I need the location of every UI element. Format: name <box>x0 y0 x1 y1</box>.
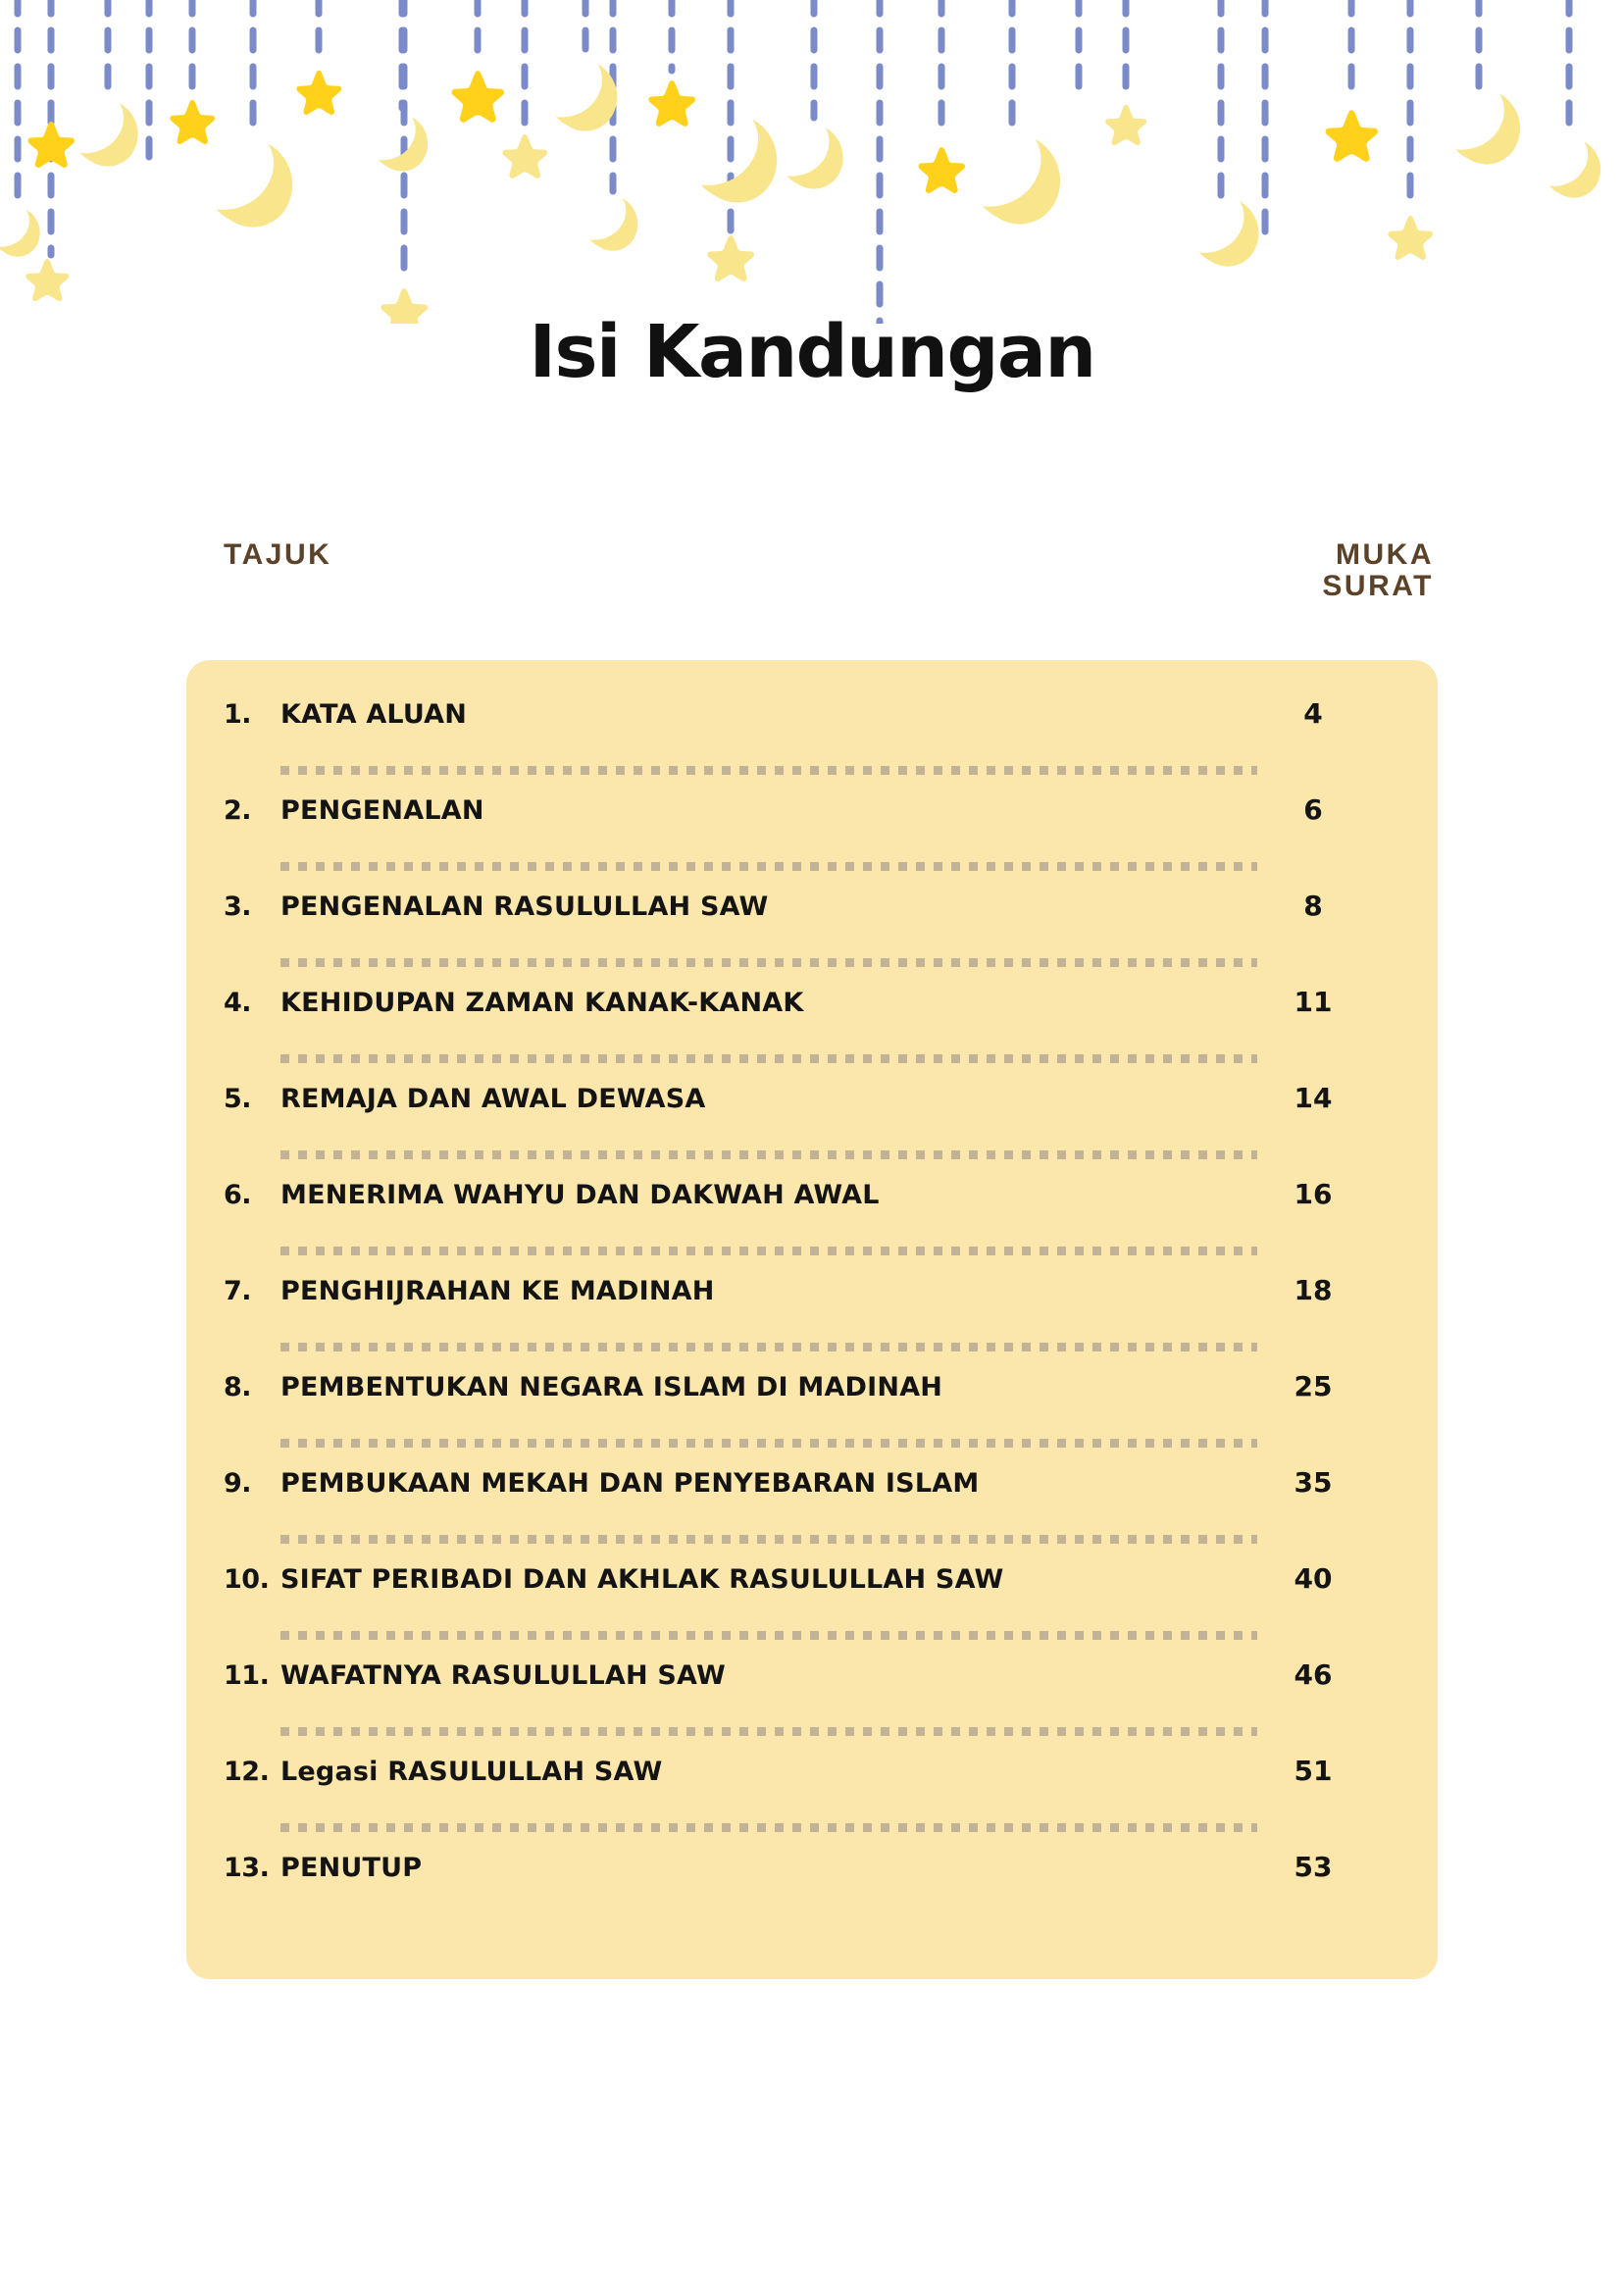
star-icon <box>1326 110 1378 162</box>
moon-icon <box>78 96 148 175</box>
toc-entry-number: 13. <box>224 1853 270 1883</box>
toc-entry-page-number: 4 <box>1303 697 1323 730</box>
toc-dot-leader-dashes <box>280 958 1257 967</box>
toc-entry-title: KEHIDUPAN ZAMAN KANAK-KANAK <box>280 988 804 1018</box>
star-icon <box>648 80 695 127</box>
toc-entry-row[interactable] <box>224 1370 1367 1420</box>
star-icon <box>502 134 547 178</box>
toc-entry-number: 7. <box>224 1276 252 1306</box>
toc-entry-page-number: 18 <box>1294 1274 1333 1306</box>
toc-entry-row[interactable] <box>224 793 1367 843</box>
star-icon <box>452 71 504 123</box>
toc-entry-number: 5. <box>224 1084 252 1114</box>
toc-dot-leader <box>280 1132 1257 1178</box>
star-icon <box>1388 216 1433 260</box>
star-icon <box>25 259 69 301</box>
toc-dot-leader <box>280 940 1257 986</box>
column-header-muka-line1: MUKA <box>1336 538 1434 571</box>
toc-dot-leader <box>280 1036 1257 1082</box>
toc-entry-number: 2. <box>224 795 252 826</box>
toc-dot-leader <box>280 1805 1257 1851</box>
table-of-contents-list <box>224 697 1367 1901</box>
page-title: Isi Kandungan <box>529 310 1095 394</box>
toc-entry-page-number: 11 <box>1294 986 1333 1018</box>
toc-entry-number: 10. <box>224 1564 270 1595</box>
column-header-muka-surat <box>1322 539 1434 603</box>
toc-entry-page-number: 14 <box>1294 1082 1333 1114</box>
toc-entry-row[interactable] <box>224 1851 1367 1901</box>
toc-entry-page-number: 35 <box>1294 1466 1333 1499</box>
toc-dot-leader-dashes <box>280 1247 1257 1255</box>
toc-entry-page-number: 46 <box>1294 1658 1333 1691</box>
star-icon <box>170 100 215 144</box>
toc-entry-row[interactable] <box>224 1178 1367 1228</box>
toc-dot-leader-dashes <box>280 862 1257 871</box>
moon-icon <box>698 110 789 213</box>
toc-entry-row[interactable] <box>224 986 1367 1036</box>
toc-dot-leader <box>280 1228 1257 1274</box>
toc-entry-number: 12. <box>224 1757 270 1787</box>
star-icon <box>1105 105 1146 145</box>
toc-entry-title: PEMBENTUKAN NEGARA ISLAM DI MADINAH <box>280 1372 943 1402</box>
moon-icon <box>1453 86 1531 174</box>
toc-entry-row[interactable] <box>224 697 1367 747</box>
toc-entry-title: PENGENALAN <box>280 795 484 826</box>
toc-dot-leader <box>280 1516 1257 1562</box>
toc-entry-title: PENGENALAN RASULULLAH SAW <box>280 892 769 922</box>
toc-dot-leader <box>280 1612 1257 1658</box>
toc-entry-title: PENUTUP <box>280 1853 423 1883</box>
toc-dot-leader-dashes <box>280 1150 1257 1159</box>
moon-icon <box>214 134 305 237</box>
toc-dot-leader-dashes <box>280 1727 1257 1736</box>
toc-entry-row[interactable] <box>224 890 1367 940</box>
toc-entry-title: Legasi RASULULLAH SAW <box>280 1757 663 1787</box>
toc-entry-row[interactable] <box>224 1658 1367 1708</box>
moon-icon <box>980 129 1073 234</box>
toc-dot-leader-dashes <box>280 1343 1257 1351</box>
toc-entry-title: MENERIMA WAHYU DAN DAKWAH AWAL <box>280 1180 880 1210</box>
toc-entry-page-number: 40 <box>1294 1562 1333 1595</box>
toc-entry-number: 11. <box>224 1660 270 1691</box>
toc-entry-row[interactable] <box>224 1274 1367 1324</box>
toc-dot-leader-dashes <box>280 1823 1257 1832</box>
toc-dot-leader-dashes <box>280 1054 1257 1063</box>
moon-icon <box>554 57 628 140</box>
toc-entry-page-number: 8 <box>1303 890 1323 922</box>
toc-dot-leader <box>280 843 1257 890</box>
toc-entry-number: 6. <box>224 1180 252 1210</box>
toc-entry-row[interactable] <box>224 1466 1367 1516</box>
toc-dot-leader <box>280 1324 1257 1370</box>
moon-icon <box>377 111 436 178</box>
column-header-tajuk: TAJUK <box>224 538 332 571</box>
toc-dot-leader-dashes <box>280 766 1257 775</box>
toc-entry-title: WAFATNYA RASULULLAH SAW <box>280 1660 726 1691</box>
star-icon <box>918 147 965 193</box>
toc-entry-number: 3. <box>224 892 252 922</box>
star-icon <box>27 122 75 168</box>
toc-entry-page-number: 16 <box>1294 1178 1333 1210</box>
toc-entry-row[interactable] <box>224 1082 1367 1132</box>
toc-dot-leader-dashes <box>280 1535 1257 1544</box>
star-icon <box>296 71 341 115</box>
toc-dot-leader <box>280 1708 1257 1755</box>
star-icon <box>707 235 754 281</box>
moon-icon <box>1197 194 1269 275</box>
moon-icon <box>1548 135 1609 205</box>
toc-entry-page-number: 25 <box>1294 1370 1333 1402</box>
toc-dot-leader <box>280 1420 1257 1466</box>
toc-entry-row[interactable] <box>224 1562 1367 1612</box>
toc-dot-leader-dashes <box>280 1439 1257 1448</box>
hanging-garland-decoration <box>0 0 1624 324</box>
toc-entry-page-number: 51 <box>1294 1755 1333 1787</box>
toc-entry-title: PENGHIJRAHAN KE MADINAH <box>280 1276 715 1306</box>
toc-dot-leader-dashes <box>280 1631 1257 1640</box>
toc-entry-number: 9. <box>224 1468 252 1499</box>
toc-entry-row[interactable] <box>224 1755 1367 1805</box>
toc-entry-title: PEMBUKAAN MEKAH DAN PENYEBARAN ISLAM <box>280 1468 980 1499</box>
toc-entry-number: 4. <box>224 988 252 1018</box>
toc-entry-title: KATA ALUAN <box>280 699 468 730</box>
moon-icon <box>786 121 853 197</box>
table-of-contents-card <box>186 660 1438 1979</box>
toc-entry-number: 1. <box>224 699 252 730</box>
moon-icon <box>588 192 646 257</box>
toc-entry-page-number: 6 <box>1303 793 1323 826</box>
toc-entry-title: SIFAT PERIBADI DAN AKHLAK RASULULLAH SAW <box>280 1564 1004 1595</box>
moon-icon <box>0 205 47 263</box>
column-header-muka-line2: SURAT <box>1322 570 1434 603</box>
toc-dot-leader <box>280 747 1257 793</box>
column-headers <box>224 539 1434 603</box>
toc-entry-page-number: 53 <box>1294 1851 1333 1883</box>
toc-entry-number: 8. <box>224 1372 252 1402</box>
toc-entry-title: REMAJA DAN AWAL DEWASA <box>280 1084 706 1114</box>
